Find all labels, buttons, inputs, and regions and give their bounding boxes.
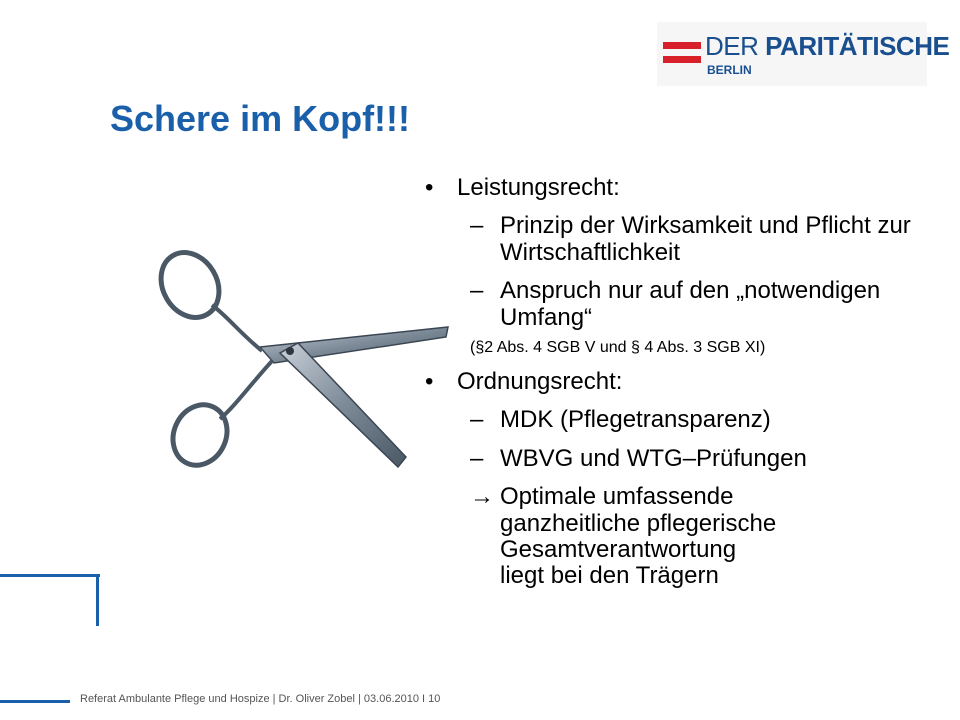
logo-stripes-icon	[663, 30, 701, 78]
sub-item-text: Anspruch nur auf den „notwendigen Umfang“	[500, 277, 881, 331]
sub-item-text: MDK (Pflegetransparenz)	[500, 406, 771, 434]
upper-shank	[212, 305, 262, 351]
bullet-icon: •	[425, 367, 434, 395]
bullet-label: Leistungsrecht:	[457, 174, 620, 201]
bullet-item	[425, 369, 945, 395]
bullet-label: Ordnungsrecht:	[457, 367, 623, 395]
conclusion	[425, 484, 945, 590]
paritaetische-logo	[657, 22, 950, 86]
logo-stripe	[663, 42, 701, 49]
pivot-screw	[286, 347, 294, 355]
sub-item-text: WBVG und WTG–Prüfungen	[500, 444, 807, 472]
sub-item	[425, 278, 945, 331]
corner-accent-vertical	[96, 574, 99, 626]
legal-reference: (§2 Abs. 4 SGB V und § 4 Abs. 3 SGB XI)	[470, 338, 766, 356]
lower-blade	[280, 343, 406, 467]
logo-name-left: DER	[705, 31, 766, 61]
logo-sub: BERLIN	[707, 63, 752, 77]
bullet-icon: •	[425, 174, 434, 201]
slide-content	[425, 175, 945, 590]
footer-accent-line	[0, 700, 70, 703]
upper-handle-ring	[150, 242, 230, 328]
slide-title: Schere im Kopf!!!	[110, 98, 411, 139]
logo-name	[705, 31, 949, 62]
dash-icon: –	[470, 444, 484, 472]
conclusion-line: Optimale umfassende	[500, 483, 734, 511]
conclusion-line: Gesamtverantwortung	[500, 535, 737, 563]
arrow-right-icon: →	[470, 483, 494, 511]
sub-item	[425, 446, 945, 472]
dash-icon: –	[470, 406, 484, 434]
bullet-item	[425, 175, 945, 201]
sub-item	[425, 213, 945, 266]
corner-accent-horizontal	[0, 574, 100, 577]
dash-icon: –	[470, 277, 484, 305]
sub-item	[425, 407, 945, 433]
footer-text: Referat Ambulante Pflege und Hospize | Dr. Oliver Zobel | 03.06.2010 I 10	[80, 693, 441, 705]
conclusion-line: liegt bei den Trägern	[500, 562, 719, 590]
logo-stripe	[663, 56, 701, 63]
conclusion-line: ganzheitliche pflegerische	[500, 509, 777, 537]
lower-handle-ring	[163, 396, 236, 474]
sub-item-text: Prinzip der Wirksamkeit und Pflicht zur Wirtschaftlichkeit	[500, 212, 911, 266]
lower-shank	[220, 361, 272, 419]
dash-icon: –	[470, 212, 484, 240]
logo-name-bold: PARITÄTISCHE	[765, 31, 950, 61]
